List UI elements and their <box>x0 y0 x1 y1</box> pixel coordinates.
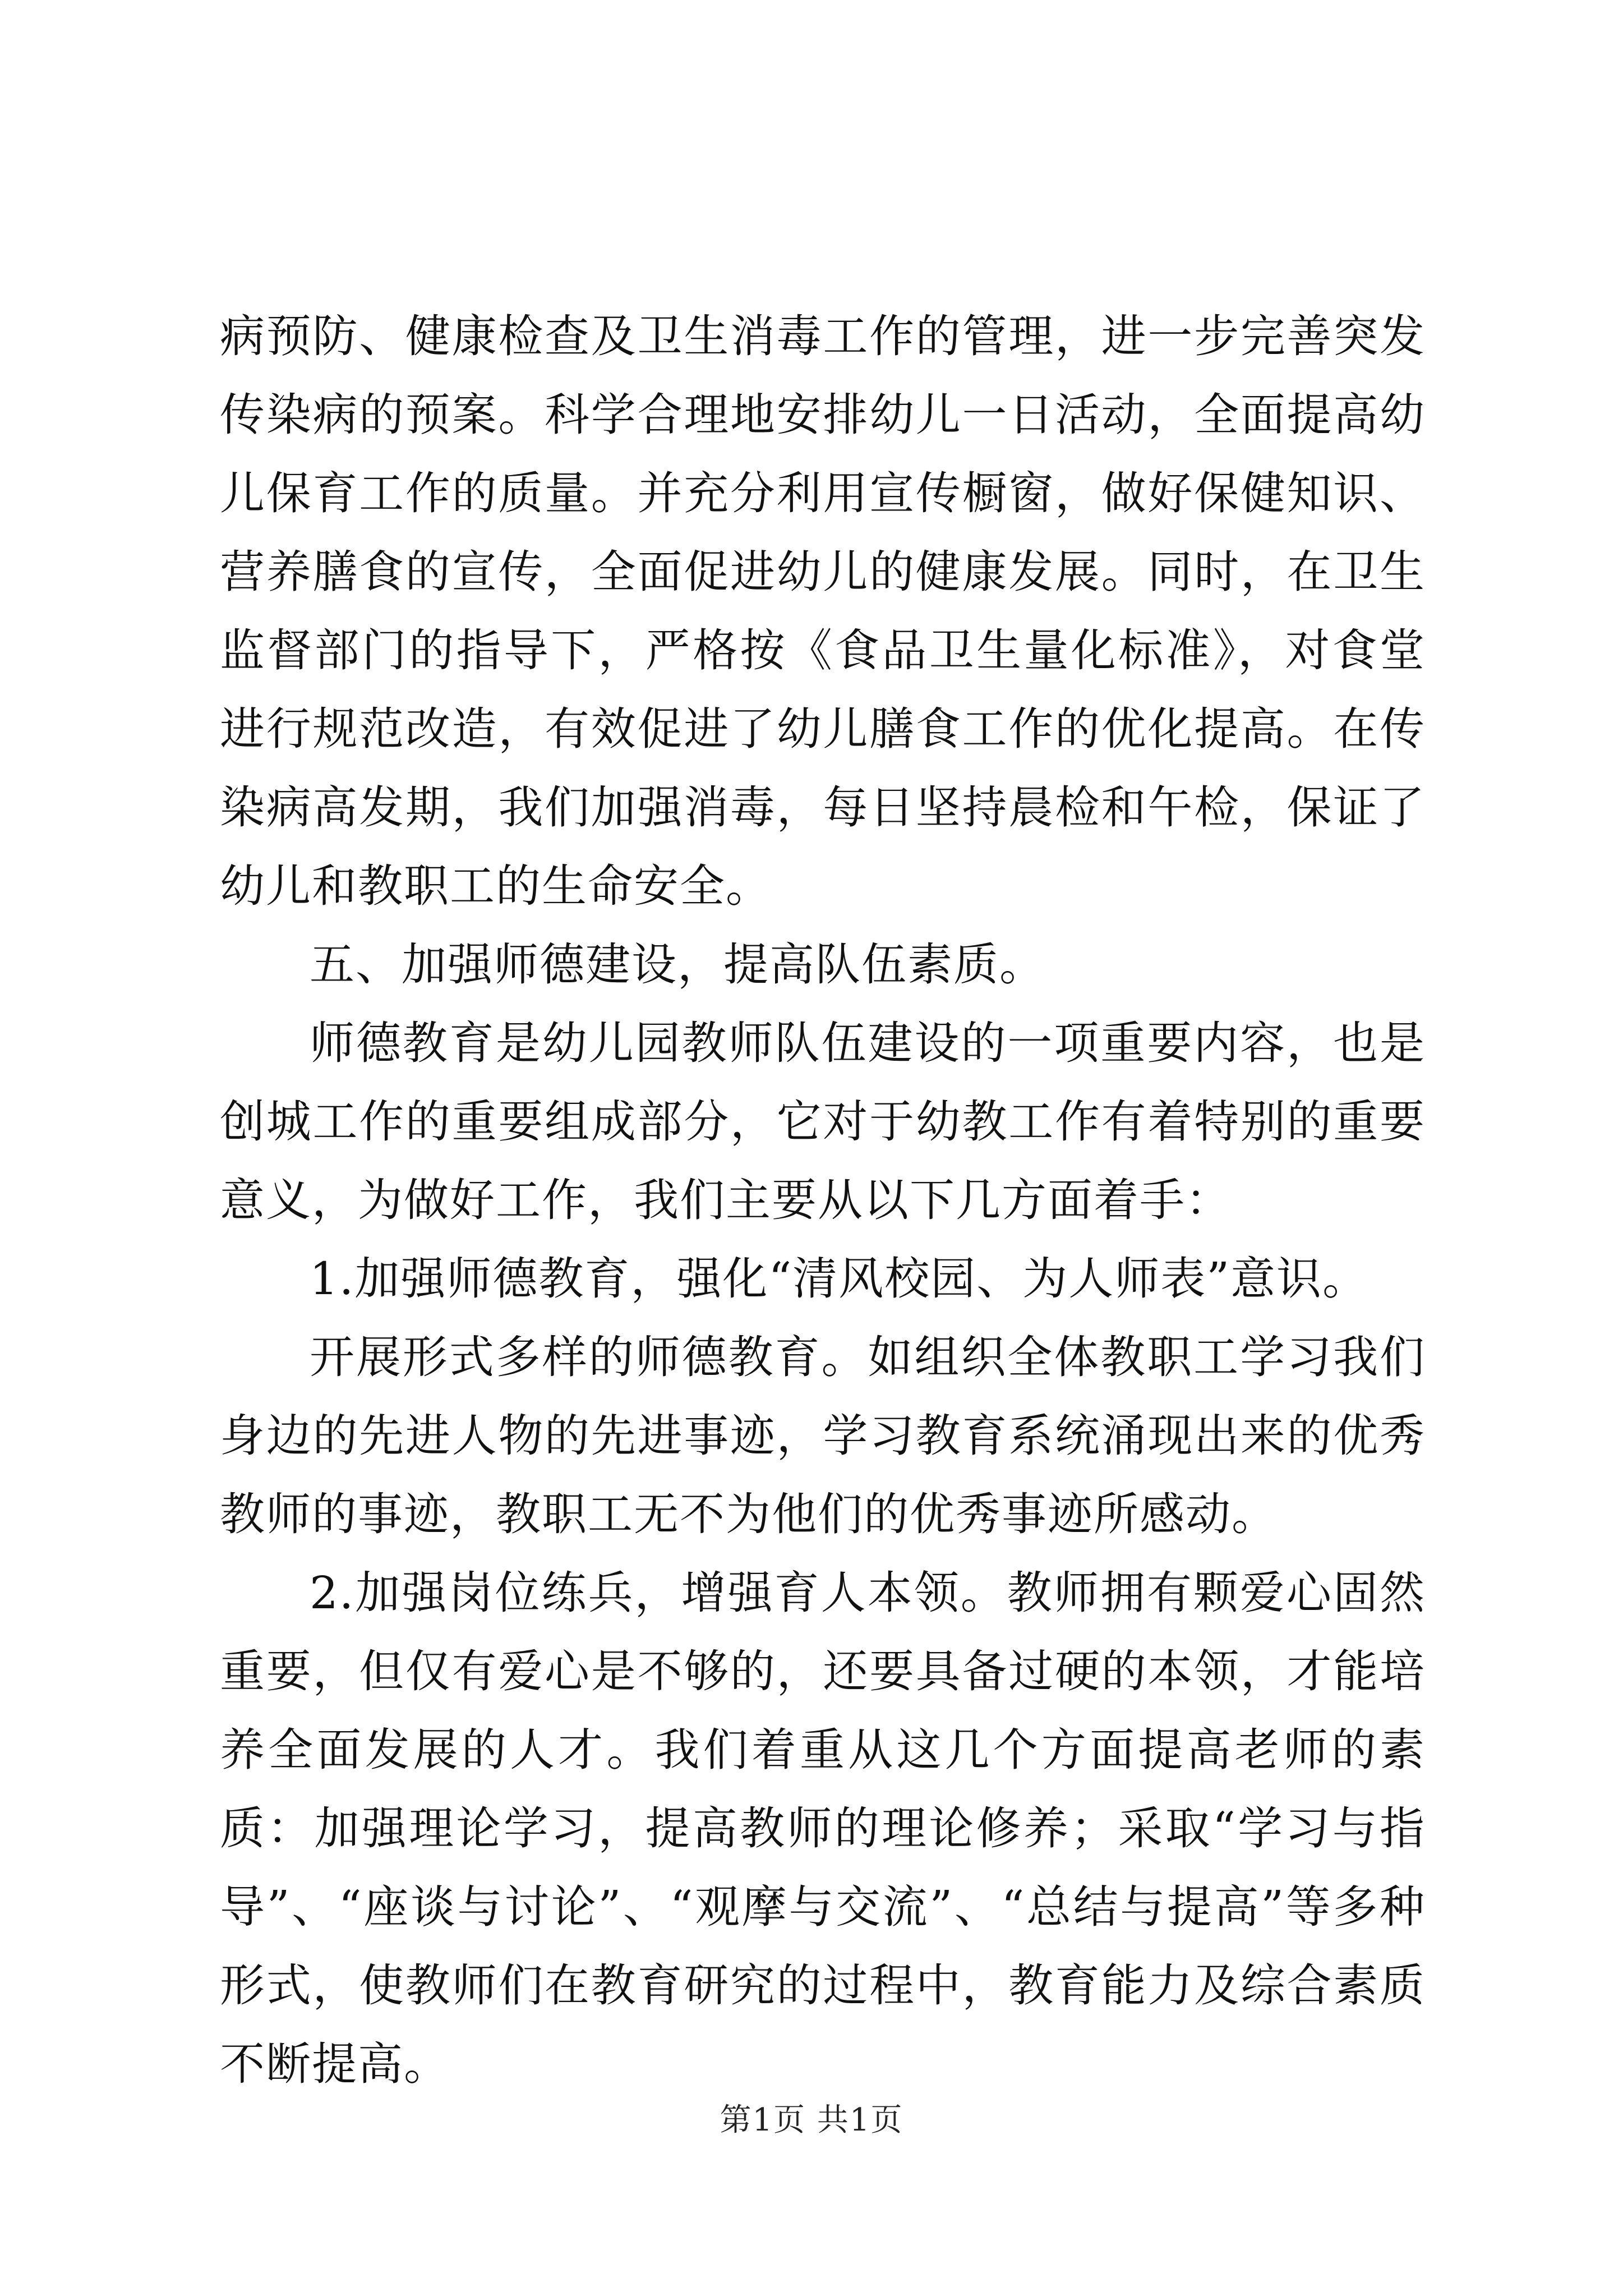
document-body <box>220 297 1426 2104</box>
section-heading-teacher-ethics: 五、加强师德建设，提高队伍素质。 <box>310 938 1045 991</box>
paragraph-health-management: 病预防、健康检查及卫生消毒工作的管理，进一步完善突发传染病的预案。科学合理地安排幼儿一日活动，全面提高幼儿保育工作的质量。并充分利用宣传橱窗，做好保健知识、营养膳食的宣传，全面促进幼儿的健康发展。同时，在卫生监督部门的指导下，严格按《食品卫生量化标准》，对食堂进行规范改造，有效促进了幼儿膳食工作的优化提高。在传染病高发期，我们加强消毒，每日坚持晨检和午检，保证了幼儿和教职工的生命安全。 <box>220 310 1426 912</box>
page-footer: 第1页 共1页 <box>720 2102 903 2138</box>
list-item-skill-training: 2.加强岗位练兵，增强育人本领。教师拥有颗爱心固然重要，但仅有爱心是不够的，还要具备过硬的本领，才能培养全面发展的人才。我们着重从这几个方面提高老师的素质：加强理论学习，提高教师的理论修养；采取“学习与指导”、“座谈与讨论”、“观摩与交流”、“总结与提高”等多种形式，使教师们在教育研究的过程中，教育能力及综合素质不断提高。 <box>220 1567 1426 2090</box>
list-item-ethics-education: 1.加强师德教育，强化“清风校园、为人师表”意识。 <box>310 1253 1369 1305</box>
paragraph-ethics-activities: 开展形式多样的师德教育。如组织全体教职工学习我们身边的先进人物的先进事迹，学习教育系统涌现出来的优秀教师的事迹，教职工无不为他们的优秀事迹所感动。 <box>220 1331 1426 1540</box>
paragraph-ethics-intro: 师德教育是幼儿园教师队伍建设的一项重要内容，也是创城工作的重要组成部分，它对于幼教工作有着特别的重要意义，为做好工作，我们主要从以下几方面着手： <box>220 1017 1426 1226</box>
